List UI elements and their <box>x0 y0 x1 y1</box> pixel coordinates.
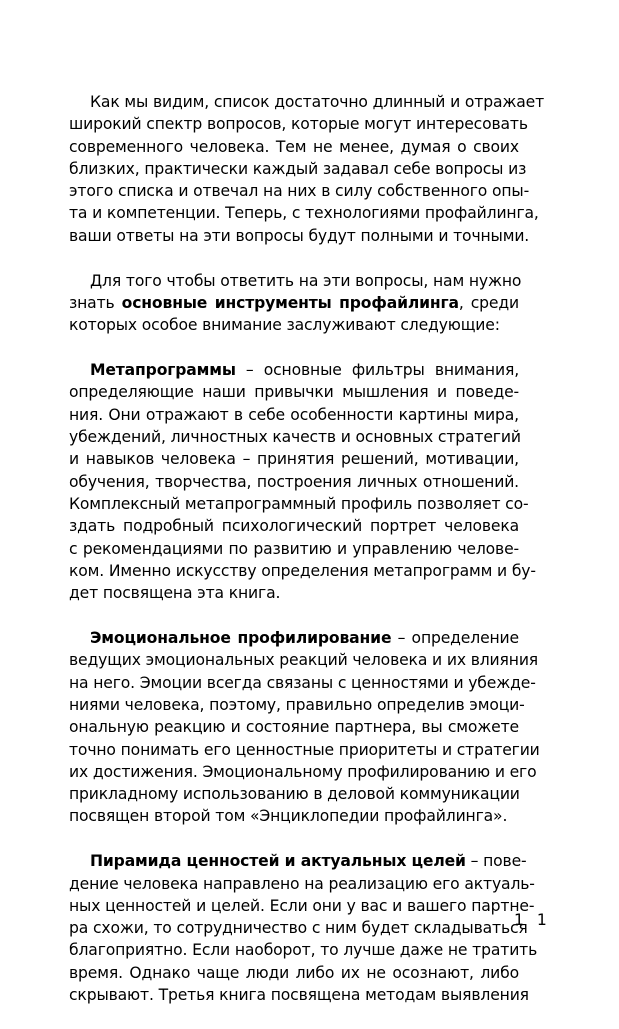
text-line: Как мы видим, список достаточно длинный и отражает <box>90 93 545 111</box>
text-run: – определение <box>391 629 519 648</box>
paragraph-metaprograms <box>69 359 536 604</box>
text-line: на него. Эмоции всегда связаны с ценностями и убежде- <box>69 673 536 692</box>
text-line: благоприятно. Если наоборот, то лучше даже не тратить <box>69 941 538 960</box>
text-line: время. Однако чаще люди либо их не осознают, либо <box>69 963 519 982</box>
text-line: здать подробный психологический портрет человека <box>69 517 519 536</box>
text-line: прикладному использованию в деловой коммуникации <box>69 785 520 804</box>
text-line: обучения, творчества, построения личных отношений. <box>69 472 519 491</box>
paragraph-tools-intro <box>69 270 522 337</box>
text-line: близких, практически каждый задавал себе вопросы из <box>69 159 527 178</box>
text-line: дение человека направлено на реализацию его актуаль- <box>69 874 535 893</box>
text-line: точно понимать его ценностные приоритеты и стратегии <box>69 740 540 759</box>
bold-term-metaprograms: Метапрограммы <box>90 361 236 380</box>
text-line: их достижения. Эмоциональному профилированию и его <box>69 762 537 781</box>
text-line: современного человека. Тем не менее, думая о своих <box>69 137 519 156</box>
text-line <box>69 292 519 314</box>
text-line: которых особое внимание заслуживают следующие: <box>69 316 500 335</box>
text-line: широкий спектр вопросов, которые могут интересовать <box>69 115 528 134</box>
bold-term-emotional-profiling: Эмоциональное профилирование <box>90 629 392 648</box>
text-line <box>69 850 527 872</box>
paragraph-emotional-profiling <box>69 627 540 828</box>
text-line: посвящен второй том «Энциклопедии профайлинга». <box>69 807 508 826</box>
text-line <box>69 359 519 381</box>
text-line: ведущих эмоциональных реакций человека и их влияния <box>69 651 539 670</box>
bold-term-profiling-tools: основные инструменты профайлинга <box>121 293 459 312</box>
text-run: , среди <box>458 293 519 312</box>
text-line: ниями человека, поэтому, правильно определив эмоци- <box>69 695 525 714</box>
paragraph-list-summary <box>69 91 545 247</box>
text-line: скрывают. Третья книга посвящена методам выявления <box>69 986 529 1005</box>
text-line: ваши ответы на эти вопросы будут полными и точными. <box>69 226 530 245</box>
bold-term-values-pyramid: Пирамида ценностей и актуальных целей <box>90 852 466 871</box>
text-line: Для того чтобы ответить на эти вопросы, нам нужно <box>90 271 522 290</box>
text-line: дет посвящена эта книга. <box>69 584 281 603</box>
text-line: ком. Именно искусству определения метапрограмм и бу- <box>69 561 536 580</box>
text-run: знать <box>69 293 122 312</box>
text-line: та и компетенции. Теперь, с технологиями профайлинга, <box>69 204 539 223</box>
text-line: и навыков человека – принятия решений, мотивации, <box>69 450 519 469</box>
text-line: ональную реакцию и состояние партнера, вы сможете <box>69 718 519 737</box>
text-line: этого списка и отвечал на них в силу собственного опы- <box>69 182 530 201</box>
text-line: ния. Они отражают в себе особенности картины мира, <box>69 405 519 424</box>
text-line: Комплексный метапрограммный профиль позволяет со- <box>69 494 529 513</box>
page-number: 1 1 <box>514 911 551 929</box>
text-run: – пове- <box>465 852 527 871</box>
text-line: ных ценностей и целей. Если они у вас и вашего партне- <box>69 896 535 915</box>
text-line: определяющие наши привычки мышления и поведе- <box>69 383 519 402</box>
text-line <box>69 627 519 649</box>
text-line: ра схожи, то сотрудничество с ним будет складываться <box>69 919 528 938</box>
text-run: – основные фильтры внимания, <box>235 361 519 380</box>
text-line: с рекомендациями по развитию и управлению челове- <box>69 539 519 558</box>
text-line: убеждений, личностных качеств и основных стратегий <box>69 428 521 447</box>
